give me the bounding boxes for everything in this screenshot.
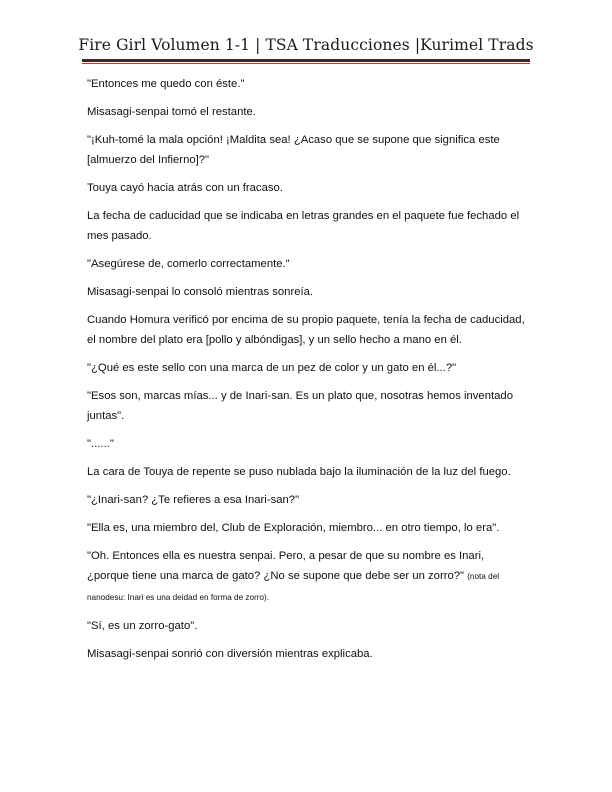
paragraph: "Esos son, marcas mías... y de Inari-san. Es un plato que, nosotras hemos inventado juntas". xyxy=(87,390,513,422)
translator-note: (nota del nanodesu: Inari es una deidad en forma de zorro). xyxy=(87,572,500,602)
paragraph-with-note xyxy=(87,546,527,608)
paragraph: Touya cayó hacia atrás con un fracaso. xyxy=(87,182,283,194)
paragraph: "¿Inari-san? ¿Te refieres a esa Inari-san?" xyxy=(87,494,300,506)
paragraph: "Entonces me quedo con éste." xyxy=(87,78,245,90)
paragraph: La cara de Touya de repente se puso nublada bajo la iluminación de la luz del fuego. xyxy=(87,466,511,478)
paragraph: Misasagi-senpai tomó el restante. xyxy=(87,106,256,118)
paragraph: "¡Kuh-tomé la mala opción! ¡Maldita sea! ¿Acaso que se supone que significa este [almuerzo del Infierno]?" xyxy=(87,134,500,166)
paragraph: Misasagi-senpai sonrió con diversión mientras explicaba. xyxy=(87,648,373,660)
paragraph: "Ella es, una miembro del, Club de Exploración, miembro... en otro tiempo, lo era". xyxy=(87,522,500,534)
paragraph: Cuando Homura verificó por encima de su propio paquete, tenía la fecha de caducidad, el nombre del plato era [pollo y albóndigas], y un sello hecho a mano en él. xyxy=(87,314,525,346)
header-rule-red xyxy=(82,63,530,64)
document-body xyxy=(87,74,527,672)
paragraph: "......" xyxy=(87,438,114,450)
paragraph: "¿Qué es este sello con una marca de un pez de color y un gato en él...?" xyxy=(87,362,457,374)
paragraph-text: "Oh. Entonces ella es nuestra senpai. Pero, a pesar de que su nombre es Inari, ¿porque tiene una marca de gato? ¿No se supone que debe ser un zorro?" xyxy=(87,550,485,582)
paragraph: Misasagi-senpai lo consoló mientras sonreía. xyxy=(87,286,314,298)
paragraph: "Sí, es un zorro-gato". xyxy=(87,620,198,632)
header-rule-dark xyxy=(82,59,530,62)
page-header-title: Fire Girl Volumen 1-1 | TSA Traducciones |Kurimel Trads xyxy=(78,36,534,54)
paragraph: La fecha de caducidad que se indicaba en letras grandes en el paquete fue fechado el mes pasado. xyxy=(87,210,520,242)
paragraph: "Asegúrese de, comerlo correctamente." xyxy=(87,258,290,270)
